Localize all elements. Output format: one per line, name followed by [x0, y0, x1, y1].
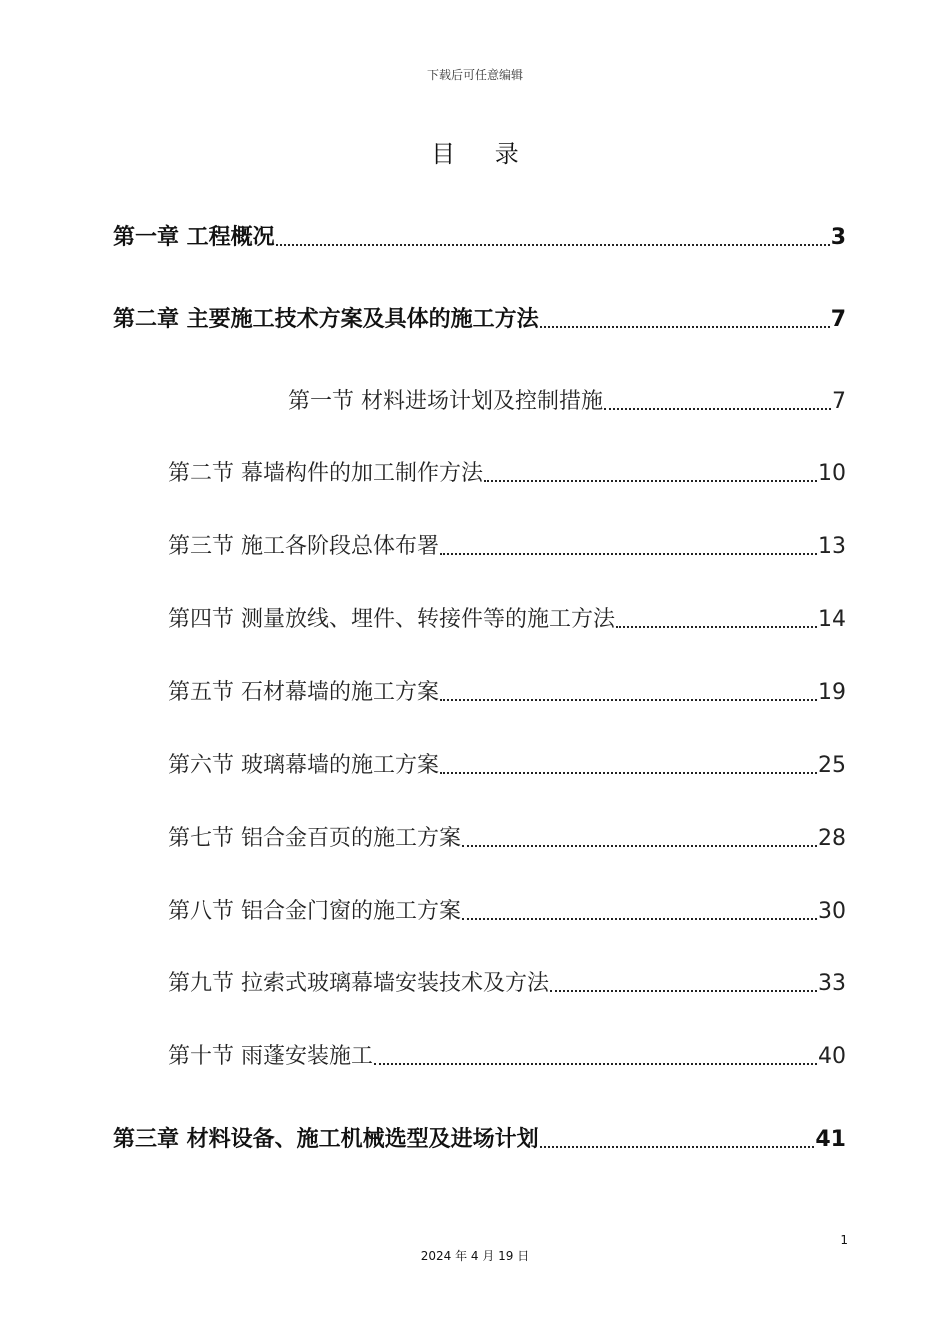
dot-leader [440, 772, 817, 774]
toc-entry-section-7[interactable] [168, 821, 846, 852]
toc-entry-page: 28 [818, 826, 846, 851]
toc-entry-page: 13 [818, 534, 846, 559]
toc-entry-page: 7 [832, 389, 846, 414]
toc-entry-section-10[interactable] [168, 1039, 846, 1070]
toc-entry-page: 25 [818, 753, 846, 778]
toc-entry-section-2[interactable] [168, 456, 846, 487]
toc-entry-section-1[interactable] [288, 384, 846, 415]
toc-entry-section-6[interactable] [168, 748, 846, 779]
toc-title: 目 录 [431, 140, 535, 168]
toc-entry-section-4[interactable] [168, 602, 846, 633]
toc-entry-label: 第四节 测量放线、埋件、转接件等的施工方法 [168, 607, 615, 632]
toc-entry-label: 第一章 工程概况 [113, 225, 275, 250]
footer-date: 2024 年 4 月 19 日 [420, 1249, 530, 1263]
toc-entry-page: 10 [818, 461, 846, 486]
dot-leader [462, 845, 817, 847]
toc-entry-label: 第八节 铝合金门窗的施工方案 [168, 899, 461, 924]
toc-entry-page: 3 [830, 225, 846, 250]
dot-leader [440, 699, 817, 701]
toc-entry-label: 第三章 材料设备、施工机械选型及进场计划 [113, 1127, 539, 1152]
toc-entry-page: 30 [818, 899, 846, 924]
toc-entry-label: 第一节 材料进场计划及控制措施 [288, 389, 603, 414]
toc-entry-page: 19 [818, 680, 846, 705]
toc-entry-label: 第五节 石材幕墙的施工方案 [168, 680, 439, 705]
toc-entry-label: 第七节 铝合金百页的施工方案 [168, 826, 461, 851]
dot-leader [276, 244, 830, 246]
dot-leader [440, 553, 817, 555]
toc-entry-label: 第二节 幕墙构件的加工制作方法 [168, 461, 483, 486]
toc-entry-label: 第六节 玻璃幕墙的施工方案 [168, 753, 439, 778]
page-number: 1 [840, 1233, 848, 1247]
header-note: 下载后可任意编辑 [426, 68, 523, 82]
toc-entry-section-3[interactable] [168, 529, 846, 560]
toc-entry-chapter-3[interactable] [113, 1122, 846, 1153]
toc-entry-page: 14 [818, 607, 846, 632]
dot-leader [550, 990, 817, 992]
toc-entry-page: 40 [818, 1044, 846, 1069]
toc-entry-page: 41 [815, 1127, 846, 1152]
toc-entry-chapter-2[interactable] [113, 302, 846, 333]
dot-leader [540, 1146, 815, 1148]
toc-entry-label: 第九节 拉索式玻璃幕墙安装技术及方法 [168, 971, 549, 996]
toc-entry-section-5[interactable] [168, 675, 846, 706]
toc-entry-label: 第三节 施工各阶段总体布署 [168, 534, 439, 559]
toc-entry-page: 33 [818, 971, 846, 996]
dot-leader [374, 1063, 817, 1065]
dot-leader [484, 480, 817, 482]
toc-entry-section-9[interactable] [168, 966, 846, 997]
dot-leader [540, 326, 830, 328]
toc-entry-chapter-1[interactable] [113, 220, 846, 251]
dot-leader [604, 408, 831, 410]
dot-leader [616, 626, 817, 628]
toc-entry-section-8[interactable] [168, 894, 846, 925]
toc-entry-page: 7 [830, 307, 846, 332]
dot-leader [462, 918, 817, 920]
toc-entry-label: 第二章 主要施工技术方案及具体的施工方法 [113, 307, 539, 332]
toc-entry-label: 第十节 雨蓬安装施工 [168, 1044, 373, 1069]
